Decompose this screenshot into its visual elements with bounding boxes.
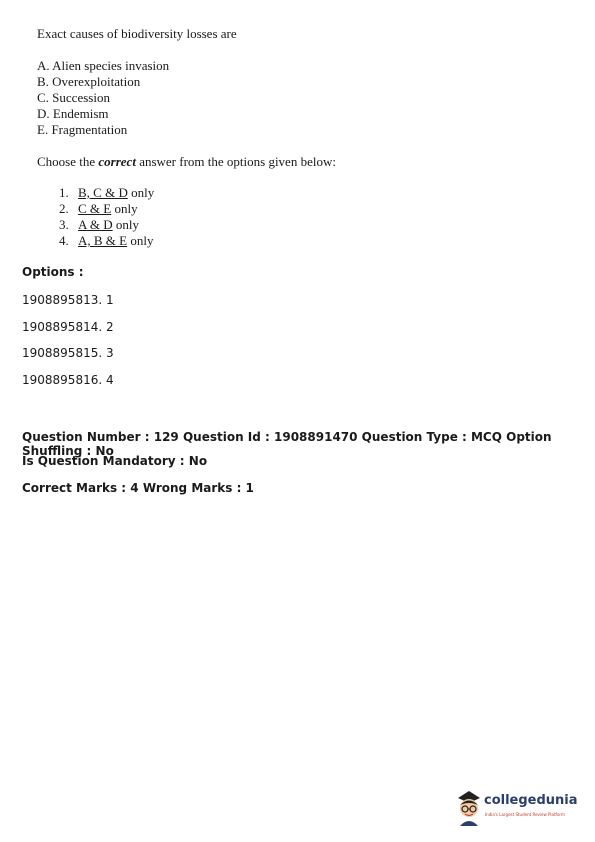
choice-list xyxy=(59,185,154,249)
choice-suffix: only xyxy=(127,233,154,248)
logo-tagline: India's Largest Student Review Platform xyxy=(485,812,565,817)
question-meta-line: Question Number : 129 Question Id : 1908891470 Question Type : MCQ Option Shuffling : No xyxy=(22,430,552,458)
statement-c: C. Succession xyxy=(37,90,110,105)
choice-number: 1. xyxy=(59,185,69,200)
choice-number: 4. xyxy=(59,233,69,248)
choice-suffix: only xyxy=(111,201,138,216)
choice-item xyxy=(59,217,154,233)
option-item: 1908895815. 3 xyxy=(22,346,114,360)
question-text: Exact causes of biodiversity losses are xyxy=(37,26,237,41)
choice-text: C & E xyxy=(78,201,112,216)
instruction-pre: Choose the xyxy=(37,154,99,169)
option-item: 1908895814. 2 xyxy=(22,320,114,334)
choice-text: B, C & D xyxy=(78,185,128,200)
choice-text: A, B & E xyxy=(78,233,128,248)
choice-item xyxy=(59,185,154,201)
choice-number: 2. xyxy=(59,201,69,216)
option-item: 1908895813. 1 xyxy=(22,293,114,307)
statement-list xyxy=(37,58,169,138)
choice-item xyxy=(59,233,154,249)
instruction-post: answer from the options given below: xyxy=(135,154,336,169)
logo-wordmark: collegedunia xyxy=(484,793,578,808)
choice-item xyxy=(59,201,154,217)
statement-a: A. Alien species invasion xyxy=(37,58,170,73)
choice-text: A & D xyxy=(78,217,113,232)
statement-e: E. Fragmentation xyxy=(37,122,128,137)
instruction-emphasis: correct xyxy=(98,154,136,169)
statement-d: D. Endemism xyxy=(37,106,109,121)
choice-suffix: only xyxy=(112,217,140,232)
options-label: Options : xyxy=(22,265,84,279)
mascot-icon xyxy=(454,788,484,828)
choice-number: 3. xyxy=(59,217,69,232)
choice-suffix: only xyxy=(127,185,155,200)
statement-b: B. Overexploitation xyxy=(37,74,141,89)
option-item: 1908895816. 4 xyxy=(22,373,114,387)
question-mandatory-line: Is Question Mandatory : No xyxy=(22,454,208,468)
question-marks-line: Correct Marks : 4 Wrong Marks : 1 xyxy=(22,481,254,495)
instruction-line xyxy=(37,154,336,170)
